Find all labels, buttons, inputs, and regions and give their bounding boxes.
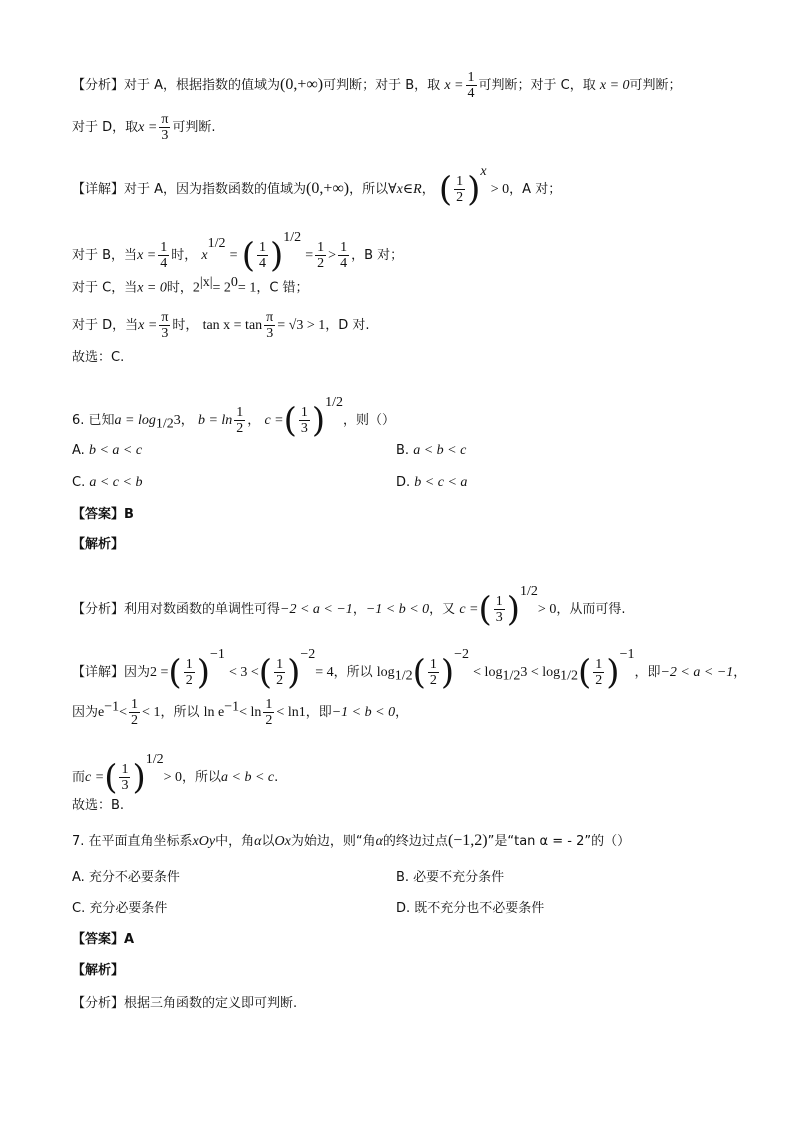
detail-line-1: 【详解】对于 A，因为指数函数的值域为(0,+∞)，所以∀x∈R， ( $\frac{1}{2}$ )$^x$ > 0，A 对； <box>72 164 562 210</box>
q7-option-c: C. 充分必要条件 <box>72 901 168 916</box>
analysis-line-1: 【分析】对于 A，根据指数的值域为(0,+∞)可判断；对于 B，取 x = $\frac{1}{4}$ 可判断；对于 C，取 x = 0可判断； <box>72 70 682 101</box>
option-c: C. a < c < b <box>72 475 143 490</box>
fraction: $\frac{\pi}{3}$ <box>161 310 169 341</box>
q6-conclusion: 故选：B. <box>72 798 125 813</box>
detail-line-2: 对于 B，当x = $\frac{1}{4}$ 时， $x^{1/2}$ = ( $\frac{1}{4}$ )$^{1/2}$ = $\frac{1}{2}$ > $\frac{1}{4}$ ，B 对； <box>72 230 404 276</box>
detail-line-4: 对于 D，当x = $\frac{\pi}{3}$ 时， tan x = tan $\frac{\pi}{3}$ = √3 > 1，D 对. <box>72 310 370 341</box>
option-a: A. b < a < c <box>72 443 143 458</box>
question-7: 7. 在平面直角坐标系xOy中，角α以Ox为始边，则“角α的终边过点(−1,2)”是“tan α = - 2”的（） <box>72 832 631 849</box>
fraction: $\frac{1}{2}$ <box>185 657 193 688</box>
analysis-line-2: 对于 D，取x = $\frac{\pi}{3}$ 可判断. <box>72 112 216 143</box>
q7-answer-label: 【答案】A <box>72 932 135 947</box>
q6-detail-3: 而c =( $\frac{1}{3}$ )$^{1/2}$> 0，所以a < b < c. <box>72 752 279 798</box>
q7-option-a: A. 充分不必要条件 <box>72 870 180 885</box>
fraction: $\frac{1}{2}$ <box>429 657 437 688</box>
fraction: $\frac{1}{4}$ <box>258 240 266 271</box>
q7-option-d: D. 既不充分也不必要条件 <box>396 901 545 916</box>
answer-label: 【答案】B <box>72 507 134 522</box>
fraction: $\frac{1}{3}$ <box>121 762 129 793</box>
answer-choice-c: 故选：C. <box>72 350 125 365</box>
fraction: $\frac{1}{4}$ <box>160 240 168 271</box>
fraction: $\frac{1}{2}$ <box>131 697 139 728</box>
q7-explanation-label: 【解析】 <box>72 963 125 978</box>
fraction: $\frac{\pi}{3}$ <box>161 112 169 143</box>
fraction: $\frac{1}{2}$ <box>595 657 603 688</box>
fraction: $\frac{1}{2}$ <box>276 657 284 688</box>
option-d: D. b < c < a <box>396 475 468 490</box>
detail-line-3: 对于 C，当x = 0时，$2^{|x|}= 2^0= 1$，C 错； <box>72 275 309 296</box>
option-b: B. a < b < c <box>396 443 467 458</box>
q6-detail-2: 因为$e^{-1}<$ $\frac{1}{2}$ < 1，所以 $\ln e^{-1}< \ln$ $\frac{1}{2}$ < ln1，即−1 < b < 0， <box>72 697 409 728</box>
fraction: $\frac{1}{2}$ <box>236 405 244 436</box>
fraction: $\frac{1}{2}$ <box>265 697 273 728</box>
q6-analysis: 【分析】利用对数函数的单调性可得−2 < a < −1，−1 < b < 0，又 c =( $\frac{1}{3}$ )$^{1/2}$> 0，从而可得. <box>72 584 626 630</box>
fraction: $\frac{1}{2}$ <box>456 174 464 205</box>
fraction: $\frac{1}{4}$ <box>340 240 348 271</box>
explanation-label: 【解析】 <box>72 537 125 552</box>
fraction: $\frac{1}{4}$ <box>467 70 475 101</box>
q7-analysis: 【分析】根据三角函数的定义即可判断. <box>72 996 298 1011</box>
question-6: 6. 已知$a = \log_{1/2}3$， b = ln $\frac{1}{2}$ ， c =( $\frac{1}{3}$ )$^{1/2}$，则（） <box>72 395 396 441</box>
fraction: $\frac{\pi}{3}$ <box>266 310 274 341</box>
fraction: $\frac{1}{2}$ <box>317 240 325 271</box>
fraction: $\frac{1}{3}$ <box>495 594 503 625</box>
fraction: $\frac{1}{3}$ <box>300 405 308 436</box>
q6-detail-1: 【详解】因为2 =( $\frac{1}{2}$ )$^{-1}$ < 3 <( $\frac{1}{2}$ )$^{-2}$= 4，所以 $\log_{1/2}$( $\frac{1}{2}$ )$^{-2} < \log_{1/2}3 < \log_{1/2}$( $\frac{1}{2}$ )$^{-1}$，即−2 < a < −1， <box>72 647 747 693</box>
q7-option-b: B. 必要不充分条件 <box>396 870 505 885</box>
